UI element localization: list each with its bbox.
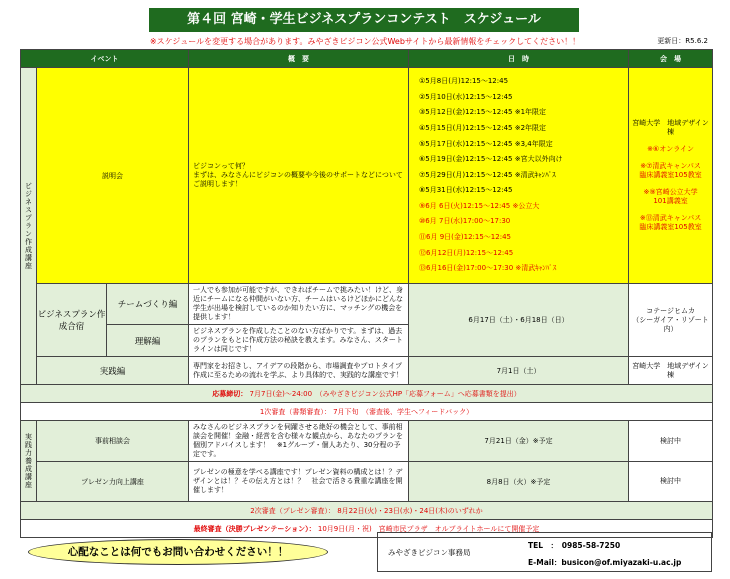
event-jizen: 事前相談会	[37, 421, 189, 462]
desc-setsumeikai	[189, 68, 409, 284]
event-gasshuku-sub1: チームづくり編	[107, 284, 189, 325]
second-review-label: 2次審査（プレゼン審査）：	[250, 506, 335, 515]
event-jissen: 実践編	[37, 357, 189, 385]
session-item: ⑬6月16日(金)17:00～17:30 ※清武ｷｬﾝﾊﾟｽ	[419, 264, 557, 273]
venue-jissen: 宮崎大学 地域デザイン棟	[629, 357, 713, 385]
desc-presen: プレゼンの極意を学べる講座です！プレゼン資料の構成とは！？デザインとは！？その伝え方とは！？ 社会で活きる貴重な講座を開催します！	[189, 462, 409, 502]
desc-setsumeikai-line2: まずは、みなさんにビジコンの概要や今後のサポートなどについてご説明します！	[193, 171, 403, 188]
header-summary: 概 要	[189, 50, 409, 68]
session-item: ⑧5月31日(水)12:15～12:45	[419, 186, 513, 195]
final-review-label: 最終審査（決勝プレゼンテーション）：	[193, 524, 316, 533]
desc-gasshuku-teambuilding: 一人でも参加が可能ですが、できればチームで挑みたい！けど、身近にチームになる仲間がいない方、チームはいるけどほかにどんな学生が出場を検討しているのか知りたい方に、マッチングの機会を提供します！	[189, 284, 409, 325]
date-gasshuku: 6月17日（土）・6月18日（日）	[409, 284, 629, 357]
session-item: ②5月10日(水)12:15～12:45	[419, 92, 513, 101]
session-item: ⑥5月19日(金)12:15～12:45 ※宮大以外向け	[419, 155, 563, 164]
header-event: イベント	[21, 50, 189, 68]
contact-tel: TEL ： 0985-58-7250	[528, 541, 621, 550]
venue-setsumeikai	[629, 68, 713, 284]
venue-line: コテージヒムカ	[646, 306, 695, 315]
venue-line: ※⑥オンライン	[647, 145, 694, 153]
header-venue: 会 場	[629, 50, 713, 68]
desc-jissen: 専門家をお招きし、アイデアの段階から、市場調査やプロトタイプ作成に至るための流れを学ぶ、より具体的で、実践的な講座です！	[189, 357, 409, 385]
schedule-table	[20, 49, 713, 538]
session-item: ⑨6月 6日(火)12:15～12:45 ※公立大	[419, 201, 540, 210]
page-title: 第４回 宮崎・学生ビジネスプランコンテスト スケジュール	[149, 8, 579, 32]
second-review-band	[21, 502, 713, 520]
first-review-band	[21, 403, 713, 421]
deadline-text: 7月7日(金)～24:00 （みやざきビジコン公式HP「応募フォーム」へ応募書類を提出）	[249, 389, 521, 398]
venue-presen: 検討中	[629, 462, 713, 502]
updated-date: 更新日：R5.6.2	[657, 37, 708, 45]
final-review-text: 10月9日(月・祝) 宮崎市民プラザ オルブライトホールにて開催予定	[317, 524, 540, 533]
date-jissen: 7月1日（土）	[409, 357, 629, 385]
first-review-text: 7月下旬 （審査後、学生へフィードバック）	[333, 407, 474, 416]
schedule-notice: ※スケジュールを変更する場合があります。みやざきビジコン公式Webサイトから最新情報をチェックしてください！！	[149, 37, 581, 46]
desc-gasshuku-understanding: ビジネスプランを作成したことのない方ばかりです。まずは、過去のプランをもとに作成方法の秘訣を教えます。みなさん、スタートラインは同じです！	[189, 325, 409, 357]
venue-line: ※⑬清武キャンパス	[639, 214, 702, 222]
venue-line: 臨床講義室105教室	[639, 171, 702, 179]
venue-jizen: 検討中	[629, 421, 713, 462]
session-item: ⑪6月 9日(金)12:15～12:45	[419, 233, 511, 242]
second-review-text: 8月22日(火)・23日(水)・24日(木)のいずれか	[337, 506, 483, 515]
session-item: ⑤5月17日(水)12:15～12:45 ※3,4年限定	[419, 139, 553, 148]
session-item: ⑫6月12日(月)12:15～12:45	[419, 248, 514, 257]
venue-line: ※⑨宮崎公立大学	[643, 188, 698, 196]
desc-setsumeikai-line1: ビジコンって何？	[193, 162, 249, 170]
sessions-setsumeikai	[409, 68, 629, 284]
venue-line: （シーガイア・リゾート内）	[632, 315, 709, 333]
header-datetime: 日 時	[409, 50, 629, 68]
venue-line: 宮崎大学 地域デザイン棟	[632, 119, 709, 136]
session-item: ⑦5月29日(月)12:15～12:45 ※清武ｷｬﾝﾊﾟｽ	[419, 170, 556, 179]
venue-line: ※⑦清武キャンパス	[640, 162, 701, 170]
event-presen: プレゼン力向上講座	[37, 462, 189, 502]
event-gasshuku: ビジネスプラン作成合宿	[37, 284, 107, 357]
deadline-band	[21, 385, 713, 403]
event-gasshuku-sub2: 理解編	[107, 325, 189, 357]
contact-email: E-Mail：busicon@of.miyazaki-u.ac.jp	[528, 558, 682, 567]
venue-line: 101講義室	[653, 197, 688, 205]
session-item: ④5月15日(月)12:15～12:45 ※2年限定	[419, 123, 547, 132]
date-jizen: 7月21日（金）※予定	[409, 421, 629, 462]
session-item: ⑩6月 7日(水)17:00～17:30	[419, 217, 511, 226]
inquiry-bubble: 心配なことは何でもお問い合わせください！！	[28, 539, 328, 565]
contact-box	[377, 532, 712, 572]
deadline-label: 応募締切：	[212, 389, 248, 398]
venue-gasshuku	[629, 284, 713, 357]
section-label-bizplan: ビジネスプラン作成講座	[21, 68, 37, 385]
date-presen: 8月8日（火）※予定	[409, 462, 629, 502]
venue-line: 臨床講義室105教室	[639, 223, 702, 231]
section-label-practical: 実践力養成講座	[21, 421, 37, 502]
session-item: ③5月12日(金)12:15～12:45 ※1年限定	[419, 108, 547, 117]
desc-jizen: みなさんのビジネスプランを伺躍させる絶好の機会として、事前相談会を開催！金融・経営を含む様々な観点から、あなたのプランを個別アドバイスします！ ※1グループ・個人あたり、30分程の予定です。	[189, 421, 409, 462]
session-item: ①5月8日(月)12:15～12:45	[419, 77, 509, 86]
event-setsumeikai: 説明会	[37, 68, 189, 284]
first-review-label: 1次審査（書類審査）：	[259, 407, 331, 416]
contact-office: みやざきビジコン事務局	[388, 548, 471, 557]
